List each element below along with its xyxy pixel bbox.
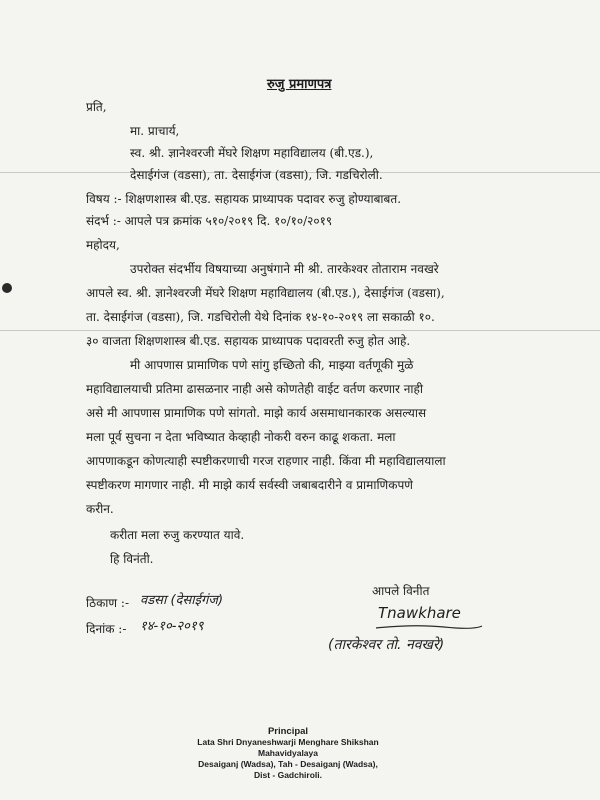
- signature-underline: [374, 622, 484, 632]
- address-prati: प्रति,: [86, 100, 107, 114]
- para2-line: मी आपणास प्रामाणिक पणे सांगु इच्छितो की, माझ्या वर्तणूकी मुळे: [130, 358, 414, 372]
- punch-hole: [2, 283, 12, 293]
- reference-line: संदर्भ :- आपले पत्र क्रमांक ५१०/२०१९ दि. १०/१०/२०१९: [86, 214, 333, 228]
- para1-line: उपरोक्त संदर्भीय विषयाच्या अनुषंगाने मी श्री. तारकेश्वर तोताराम नवखरे: [130, 262, 439, 276]
- principal-seal: [168, 726, 408, 781]
- para2-line: महाविद्यालयाची प्रतिमा ढासळनार नाही असे कोणतेही वाईट वर्तण करणार नाही: [86, 382, 424, 396]
- para1-line: ३० वाजता शिक्षणशास्त्र बी.एड. सहायक प्राध्यापक पदावरती रुजु होत आहे.: [86, 334, 411, 348]
- seal-line: Lata Shri Dnyaneshwarji Menghare Shikshan Mahavidyalaya: [197, 737, 379, 758]
- para2-line: आपणाकडून कोणत्याही स्पष्टीकरणाची गरज राहणार नाही. किंवा मी महाविद्यालयाला: [86, 454, 446, 468]
- closing-line-1: करीता मला रुजु करण्यात यावे.: [110, 528, 245, 542]
- yours-faithfully: आपले विनीत: [372, 584, 430, 598]
- seal-line: Desaiganj (Wadsa), Tah - Desaiganj (Wadsa),: [198, 759, 378, 769]
- seal-line: Dist - Gadchiroli.: [253, 770, 322, 780]
- fold-line: [0, 330, 600, 331]
- signatory-name: (तारकेश्वर तो. नवखरे): [328, 637, 445, 653]
- closing-line-2: हि विनंती.: [110, 552, 154, 566]
- para1-line: आपले स्व. श्री. ज्ञानेश्वरजी मेंघरे शिक्षण महाविद्यालय (बी.एड.), देसाईगंज (वडसा),: [86, 286, 445, 300]
- address-line-3: देसाईगंज (वडसा), ता. देसाईगंज (वडसा), जि. गडचिरोली.: [130, 168, 383, 182]
- page-title: रुजु प्रमाणपत्र: [267, 77, 332, 92]
- salutation: महोदय,: [86, 238, 120, 252]
- date-label: दिनांक :-: [86, 622, 127, 636]
- date-value-handwritten: १४-१०-२०१९: [140, 619, 204, 634]
- place-value-handwritten: वडसा (देसाईगंज): [140, 593, 224, 608]
- signature: Tnawkhare: [378, 604, 461, 622]
- place-label: ठिकाण :-: [86, 596, 129, 610]
- para2-line: स्पष्टीकरण मागणार नाही. मी माझे कार्य सर्वस्वी जबाबदारीने व प्रामाणिकपणे: [86, 478, 413, 492]
- seal-line: Principal: [267, 726, 309, 737]
- para2-line: मला पूर्व सुचना न देता भविष्यात केव्हाही नोकरी वरुन काढू शकता. मला: [86, 430, 396, 444]
- address-line-1: मा. प्राचार्य,: [130, 124, 180, 138]
- para1-line: ता. देसाईगंज (वडसा), जि. गडचिरोली येथे दिनांक १४-१०-२०१९ ला सकाळी १०.: [86, 310, 435, 324]
- para2-line: करीन.: [86, 502, 114, 516]
- address-line-2: स्व. श्री. ज्ञानेश्वरजी मेंघरे शिक्षण महाविद्यालय (बी.एड.),: [130, 146, 374, 160]
- para2-line: असे मी आपणास प्रामाणिक पणे सांगतो. माझे कार्य असमाधानकारक असल्यास: [86, 406, 427, 420]
- subject-line: विषय :- शिक्षणशास्त्र बी.एड. सहायक प्राध्यापक पदावर रुजु होण्याबाबत.: [86, 192, 402, 206]
